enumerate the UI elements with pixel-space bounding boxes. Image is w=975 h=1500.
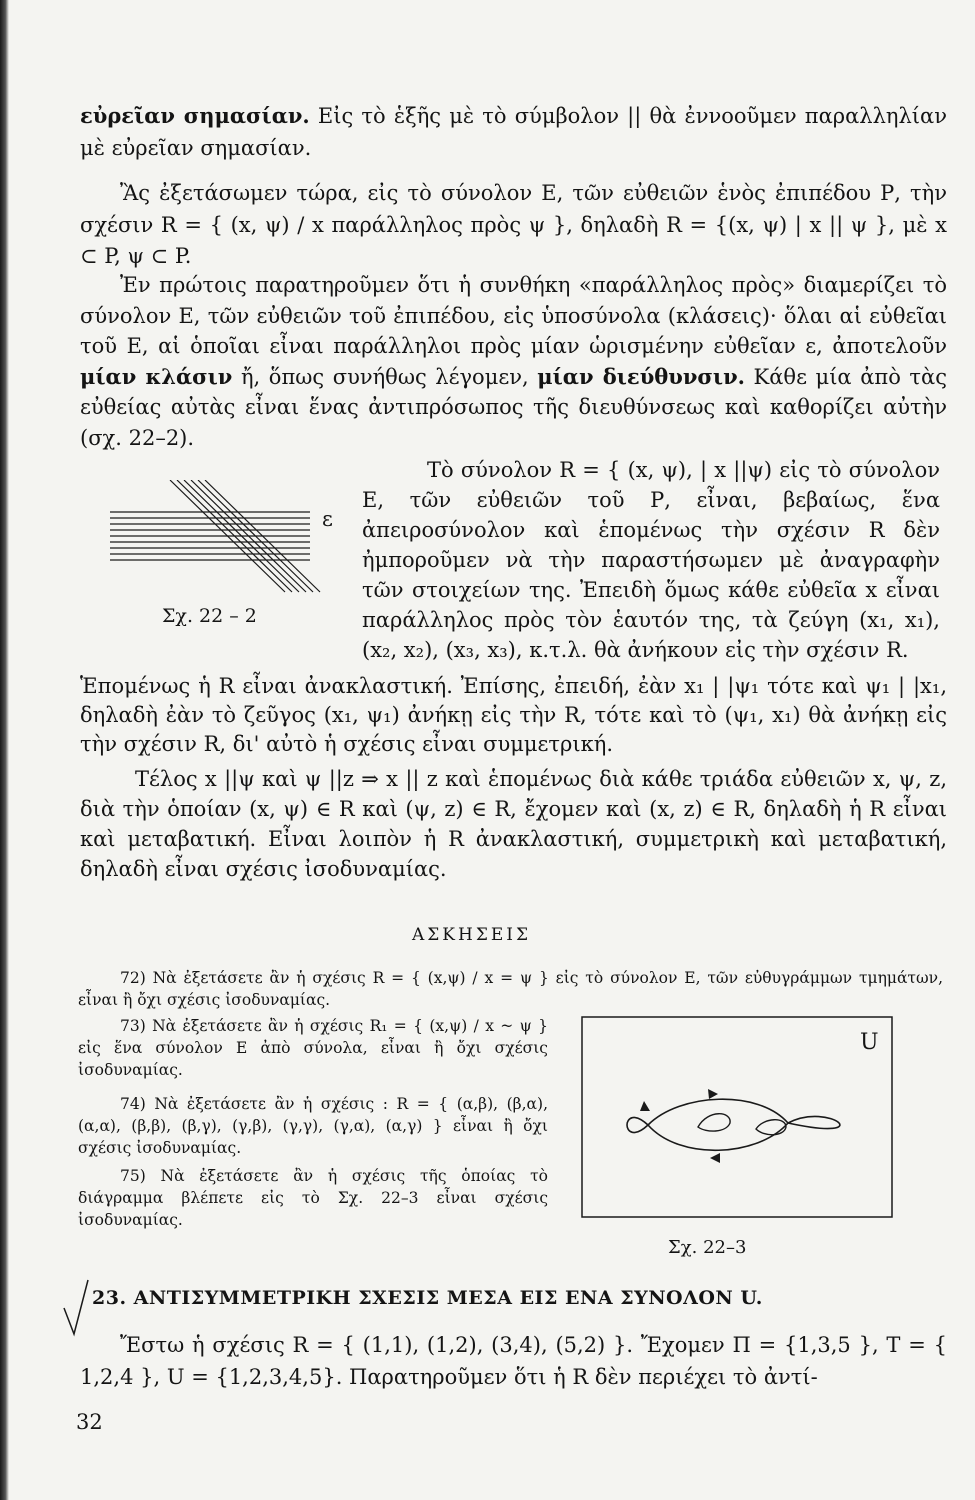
inner-loop-a (698, 1114, 730, 1131)
exercise-text: 72) Νὰ ἐξετάσετε ἂν ἡ σχέσις R = { (x,ψ) / x = ψ } εἰς τὸ σύνολον Ε, τῶν εὐθυγράμμων τμημάτων, εἶναι ἢ ὄχι σχέσις ἰσοδυναμίας. (78, 969, 943, 1009)
paragraph-text: Ἂς ἐξετάσωμεν τώρα, εἰς τὸ σύνολον Ε, τῶν εὐθειῶν ἑνὸς ἐπιπέδου Ρ, τὴν σχέσιν R = { (x, ψ) / x παράλληλος πρὸς ψ }, δηλαδὴ R = {(x, ψ) | x || ψ }, μὲ x ⊂ P, ψ ⊂ P. (80, 181, 947, 268)
section-title: 23. ΑΝΤΙΣΥΜΜΕΤΡΙΚΗ ΣΧΕΣΙΣ ΜΕΣΑ ΕΙΣ ΕΝΑ ΣΥΝΟΛΟΝ U. (92, 1287, 763, 1309)
relation-loop (648, 1099, 788, 1150)
paragraph-transitive (80, 764, 947, 884)
paragraph-classes (80, 270, 947, 453)
paragraph-text: Εἰς τὸ ἑξῆς μὲ τὸ σύμβολον || θὰ ἐννοοῦμεν παραλληλίαν μὲ εὐρεῖαν σημασίαν. (80, 104, 947, 160)
exercises-heading: ΑΣΚΗΣΕΙΣ (412, 925, 531, 945)
universe-rectangle (582, 1017, 892, 1217)
page-edge-shadow (0, 0, 9, 1500)
self-loop-right (788, 1116, 840, 1128)
paragraph-text: Τέλος x ||ψ καὶ ψ ||z ⇒ x || z καὶ ἑπομένως διὰ κάθε τριάδα εὐθειῶν x, ψ, z, διὰ τὴν ὁποίαν (x, ψ) ∈ R καὶ (ψ, z) ∈ R, ἔχομεν καὶ (x, z) ∈ R, δηλαδὴ ἡ R εἶναι καὶ μεταβατική. Εἶναι λοιπὸν ἡ R ἀνακλαστική, συμμετρικὴ καὶ μεταβατική, δηλαδὴ εἶναι σχέσις ἰσοδυναμίας. (80, 767, 947, 881)
figure-caption: Σχ. 22–3 (668, 1237, 747, 1258)
paragraph-infinite-set (362, 455, 940, 665)
venn-relation-diagram (580, 1015, 900, 1260)
paragraph-intro (80, 100, 947, 164)
exercise-75 (78, 1165, 548, 1231)
figure-parallel-lines (110, 480, 350, 640)
exercise-text: 74) Νὰ ἐξετάσετε ἂν ἡ σχέσις : R = { (α,β), (β,α), (α,α), (β,β), (β,γ), (γ,β), (γ,γ), (γ,α), (α,γ) } εἶναι ἢ ὄχι σχέσις ἰσοδυναμίας. (78, 1095, 548, 1157)
paragraph-text: Κάθε μία ἀπὸ τὰς εὐθείας αὐτὰς εἶναι ἕνας ἀντιπρόσωπος τῆς διευθύνσεως καὶ καθορίζει αὐτὴν (σχ. 22–2). (80, 364, 947, 450)
paragraph-relation-definition (80, 178, 947, 273)
line-label-epsilon: ε (322, 507, 333, 531)
arrow-head-top (708, 1089, 718, 1099)
exercise-text: 75) Νὰ ἐξετάσετε ἂν ἡ σχέσις τῆς ὁποίας τὸ διάγραμμα βλέπετε εἰς τὸ Σχ. 22–3 εἶναι σχέσις ἰσοδυναμίας. (78, 1167, 548, 1229)
paragraph-symmetric (80, 672, 947, 759)
self-loop-left (627, 1117, 648, 1132)
paragraph-text: Ἐν πρώτοις παρατηροῦμεν ὅτι ἡ συνθήκη «παράλληλος πρὸς» διαμερίζει τὸ σύνολον Ε, τῶν εὐθειῶν τοῦ ἐπιπέδου, εἰς ὑποσύνολα (κλάσεις)· ὅλαι αἱ εὐθεῖαι τοῦ Ε, αἱ ὁποῖαι εἶναι παράλληλοι πρὸς μίαν ὡρισμένην εὐθεῖαν ε, ἀποτελοῦν (80, 273, 947, 358)
universe-label: U (860, 1030, 879, 1055)
figure-relation-diagram (580, 1015, 900, 1260)
exercise-text: 73) Νὰ ἐξετάσετε ἂν ἡ σχέσις R₁ = { (x,ψ) / x ~ ψ } εἰς ἕνα σύνολον Ε ἀπὸ σύνολα, εἶναι ἢ ὄχι σχέσις ἰσοδυναμίας. (78, 1017, 548, 1079)
exercise-72 (78, 967, 943, 1011)
page-number: 32 (76, 1410, 103, 1434)
arrow-head-left (640, 1101, 650, 1111)
paragraph-antisymmetric (80, 1330, 947, 1393)
paragraph-text: Ἔστω ἡ σχέσις R = { (1,1), (1,2), (3,4), (5,2) }. Ἔχομεν Π = {1,3,5 }, Τ = { 1,2,4 }, U = {1,2,3,4,5}. Παρατηροῦμεν ὅτι ἡ R δὲν περιέχει τὸ ἀντί- (80, 1333, 947, 1389)
bold-phrase: μίαν διεύθυνσιν. (537, 363, 745, 389)
inner-loop-b (756, 1120, 786, 1135)
arrow-head-bottom (710, 1153, 720, 1163)
bold-phrase: μίαν κλάσιν (80, 363, 233, 389)
figure-caption: Σχ. 22 – 2 (162, 605, 257, 627)
exercise-74 (78, 1093, 548, 1159)
parallel-lines-diagram (110, 480, 350, 640)
exercise-73 (78, 1015, 548, 1081)
bold-phrase: εὐρεῖαν σημασίαν. (80, 103, 310, 128)
paragraph-text: Ἑπομένως ἡ R εἶναι ἀνακλαστική. Ἐπίσης, ἐπειδή, ἐὰν x₁ | |ψ₁ τότε καὶ ψ₁ | |x₁, δηλαδὴ ἐὰν τὸ ζεῦγος (x₁, ψ₁) ἀνήκῃ εἰς τὴν R, τότε καὶ τὸ (ψ₁, x₁) θὰ ἀνήκῃ εἰς τὴν σχέσιν R, δι' αὐτὸ ἡ σχέσις εἶναι συμμετρική. (80, 674, 947, 756)
check-mark (62, 1278, 92, 1338)
paragraph-text: Τὸ σύνολον R = { (x, ψ), | x ||ψ) εἰς τὸ σύνολον Ε, τῶν εὐθειῶν τοῦ Ρ, εἶναι, βεβαίως, ἕνα ἀπειροσύνολον καὶ ἑπομένως τὴν σχέσιν R δὲν ἠμποροῦμεν νὰ τὴν παραστήσωμεν μὲ ἀναγραφὴν τῶν στοιχείων της. Ἐπειδὴ ὅμως κάθε εὐθεῖα x εἶναι παράλληλος πρὸς τὸν ἑαυτόν της, τὰ ζεύγη (x₁, x₁), (x₂, x₂), (x₃, x₃), κ.τ.λ. θὰ ἀνήκουν εἰς τὴν σχέσιν R. (362, 458, 940, 662)
check-mark-icon (62, 1278, 92, 1338)
paragraph-text: ἤ, ὅπως συνήθως λέγομεν, (232, 364, 538, 389)
